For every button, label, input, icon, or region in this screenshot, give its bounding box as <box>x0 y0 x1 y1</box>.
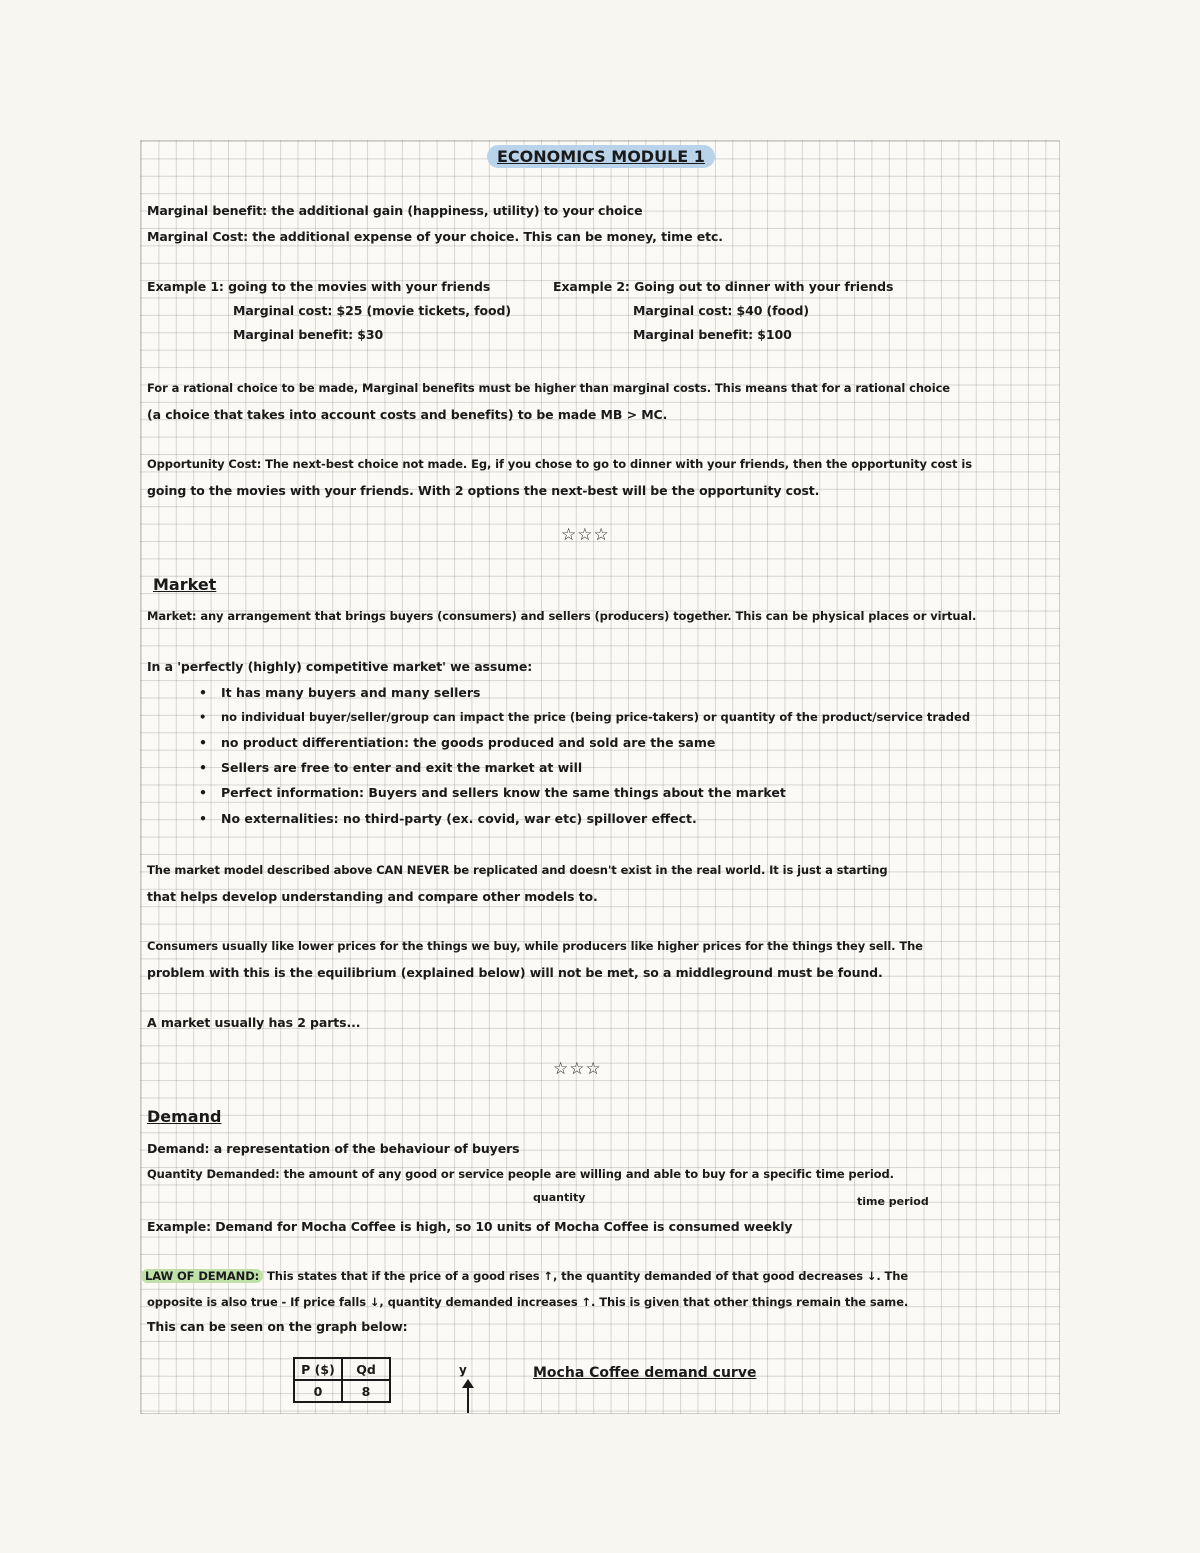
list-item: • no individual buyer/seller/group can impact the price (being price-takers) or quantity of the product/service traded <box>221 710 970 724</box>
example2-cost: Marginal cost: $40 (food) <box>633 303 809 318</box>
list-item: • No externalities: no third-party (ex. covid, war etc) spillover effect. <box>221 811 697 826</box>
table-cell: 0 <box>294 1380 342 1402</box>
list-item: • Perfect information: Buyers and sellers know the same things about the market <box>221 785 786 800</box>
table-header-qd: Qd <box>342 1358 390 1380</box>
example2-heading: Example 2: Going out to dinner with your friends <box>553 279 894 294</box>
marginal-cost-def: Marginal Cost: the additional expense of your choice. This can be money, time etc. <box>147 229 723 244</box>
law-of-demand-line2: opposite is also true - If price falls ↓, quantity demanded increases ↑. This is given that other things remain the same. <box>147 1295 909 1309</box>
consumers-line1: Consumers usually like lower prices for the things we buy, while producers like higher prices for the things they sell. The <box>147 939 923 953</box>
market-heading: Market <box>153 575 217 594</box>
law-of-demand-line3: This can be seen on the graph below: <box>147 1319 408 1334</box>
market-model-line1: The market model described above CAN NEVER be replicated and doesn't exist in the real world. It is just a starting <box>147 863 888 877</box>
example2-benefit: Marginal benefit: $100 <box>633 327 792 342</box>
market-model-line2: that helps develop understanding and compare other models to. <box>147 889 598 904</box>
market-parts: A market usually has 2 parts... <box>147 1015 361 1030</box>
list-item: • Sellers are free to enter and exit the market at will <box>221 760 582 775</box>
graph-title: Mocha Coffee demand curve <box>533 1365 757 1381</box>
market-def: Market: any arrangement that brings buyers (consumers) and sellers (producers) together. This can be physical places or virtual. <box>147 609 977 623</box>
graph-y-axis-label: y <box>459 1363 467 1377</box>
page-title: ECONOMICS MODULE 1 <box>487 145 715 168</box>
table-row <box>294 1358 390 1380</box>
opportunity-line1: Opportunity Cost: The next-best choice not made. Eg, if you chose to go to dinner with your friends, then the opportunity cost is <box>147 457 972 471</box>
demand-def: Demand: a representation of the behaviour of buyers <box>147 1141 520 1156</box>
perfect-market-intro: In a 'perfectly (highly) competitive market' we assume: <box>147 659 533 674</box>
annotation-time-period: time period <box>857 1195 929 1208</box>
consumers-line2: problem with this is the equilibrium (explained below) will not be met, so a middleground must be found. <box>147 965 883 980</box>
law-of-demand-text: This states that if the price of a good rises ↑, the quantity demanded of that good decreases ↓. The <box>263 1269 909 1283</box>
section-divider-stars: ☆☆☆ <box>553 1059 602 1079</box>
table-header-price: P ($) <box>294 1358 342 1380</box>
annotation-quantity: quantity <box>533 1191 586 1204</box>
table-row <box>294 1380 390 1402</box>
table-cell: 8 <box>342 1380 390 1402</box>
demand-heading: Demand <box>147 1107 222 1126</box>
law-of-demand-line1 <box>141 1269 908 1283</box>
rational-line2: (a choice that takes into account costs and benefits) to be made MB > MC. <box>147 407 668 422</box>
quantity-demanded-def: Quantity Demanded: the amount of any good or service people are willing and able to buy for a specific time period. <box>147 1167 894 1181</box>
opportunity-line2: going to the movies with your friends. With 2 options the next-best will be the opportunity cost. <box>147 483 820 498</box>
example1-heading: Example 1: going to the movies with your friends <box>147 279 491 294</box>
section-divider-stars: ☆☆☆ <box>561 525 610 545</box>
list-item: • It has many buyers and many sellers <box>221 685 480 700</box>
notebook-page <box>140 140 1060 1414</box>
marginal-benefit-def: Marginal benefit: the additional gain (happiness, utility) to your choice <box>147 203 643 218</box>
demand-schedule-table <box>293 1357 391 1403</box>
list-item: • no product differentiation: the goods produced and sold are the same <box>221 735 715 750</box>
demand-example: Example: Demand for Mocha Coffee is high, so 10 units of Mocha Coffee is consumed weekly <box>147 1219 793 1234</box>
rational-line1: For a rational choice to be made, Marginal benefits must be higher than marginal costs. This means that for a rational choice <box>147 381 950 395</box>
example1-benefit: Marginal benefit: $30 <box>233 327 384 342</box>
example1-cost: Marginal cost: $25 (movie tickets, food) <box>233 303 511 318</box>
law-of-demand-label: LAW OF DEMAND: <box>141 1269 263 1283</box>
graph-y-axis-arrow <box>467 1385 469 1414</box>
